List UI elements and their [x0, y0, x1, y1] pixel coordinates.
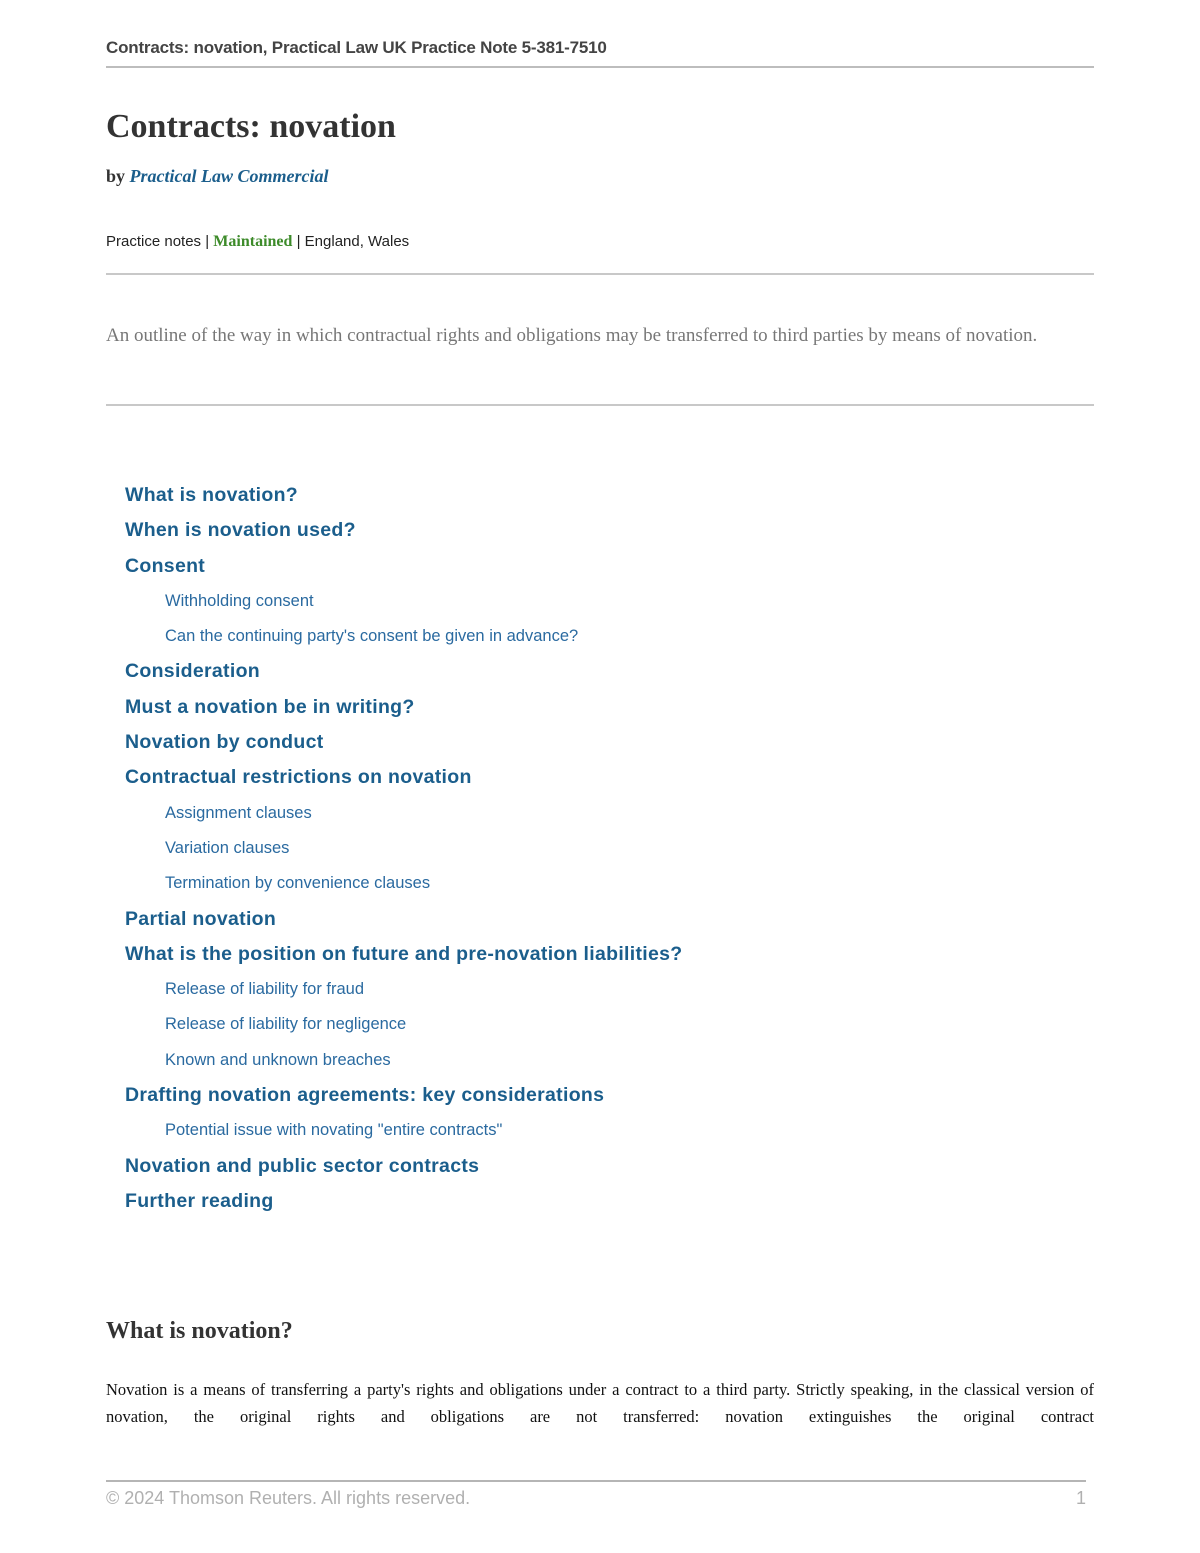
abstract: An outline of the way in which contractual rights and obligations may be transferred to third parties by means of novation.	[106, 325, 1038, 346]
toc-link[interactable]: When is novation used?	[125, 519, 356, 542]
toc-link[interactable]: Novation and public sector contracts	[125, 1154, 480, 1177]
toc-link[interactable]: Partial novation	[125, 907, 277, 930]
author-link[interactable]: Practical Law Commercial	[129, 166, 329, 186]
document-meta	[106, 233, 409, 251]
table-of-contents	[125, 478, 1065, 1219]
byline-prefix: by	[106, 166, 126, 186]
section-heading: What is novation?	[106, 1318, 293, 1344]
running-header: Contracts: novation, Practical Law UK Practice Note 5-381-7510	[106, 38, 607, 57]
toc-sublink[interactable]: Can the continuing party's consent be given in advance?	[165, 627, 579, 646]
page-number: 1	[1075, 1488, 1086, 1508]
toc-sublink[interactable]: Termination by convenience clauses	[165, 874, 431, 893]
toc-sublink[interactable]: Release of liability for fraud	[165, 980, 365, 999]
footer-divider	[106, 1480, 1086, 1482]
toc-link[interactable]: Must a novation be in writing?	[125, 695, 415, 718]
footer-copyright: © 2024 Thomson Reuters. All rights reserved.	[106, 1488, 471, 1508]
toc-link[interactable]: What is novation?	[125, 484, 299, 506]
toc-sublink[interactable]: Variation clauses	[165, 838, 290, 857]
header-divider	[106, 66, 1094, 68]
resource-type: Practice notes	[106, 233, 202, 250]
meta-divider	[106, 273, 1094, 275]
toc-sublink[interactable]: Potential issue with novating "entire contracts"	[165, 1121, 503, 1140]
toc-sublink[interactable]: Assignment clauses	[165, 803, 312, 822]
byline	[106, 166, 329, 187]
meta-separator: |	[205, 233, 210, 250]
status-badge: Maintained	[213, 233, 293, 250]
toc-sublink[interactable]: Release of liability for negligence	[165, 1015, 407, 1034]
toc-sublink[interactable]: Known and unknown breaches	[165, 1050, 391, 1069]
meta-separator: |	[296, 233, 301, 250]
section-paragraph: Novation is a means of transferring a party's rights and obligations under a contract to a third party. Strictly speaking, in the classical version of novation, the original rights and obligations are not transferred: novation extinguishes the original contract	[106, 1380, 1094, 1426]
toc-link[interactable]: Consent	[125, 554, 206, 577]
toc-link[interactable]: Contractual restrictions on novation	[125, 766, 472, 789]
jurisdiction: England, Wales	[304, 233, 410, 250]
toc-link[interactable]: Consideration	[125, 660, 260, 683]
page-title: Contracts: novation	[106, 108, 396, 145]
abstract-divider	[106, 404, 1094, 406]
toc-link[interactable]: Drafting novation agreements: key considerations	[125, 1084, 605, 1107]
toc-link[interactable]: What is the position on future and pre-novation liabilities?	[125, 942, 683, 965]
toc-sublink[interactable]: Withholding consent	[165, 591, 314, 610]
toc-link[interactable]: Further reading	[125, 1189, 274, 1212]
toc-link[interactable]: Novation by conduct	[125, 731, 324, 754]
